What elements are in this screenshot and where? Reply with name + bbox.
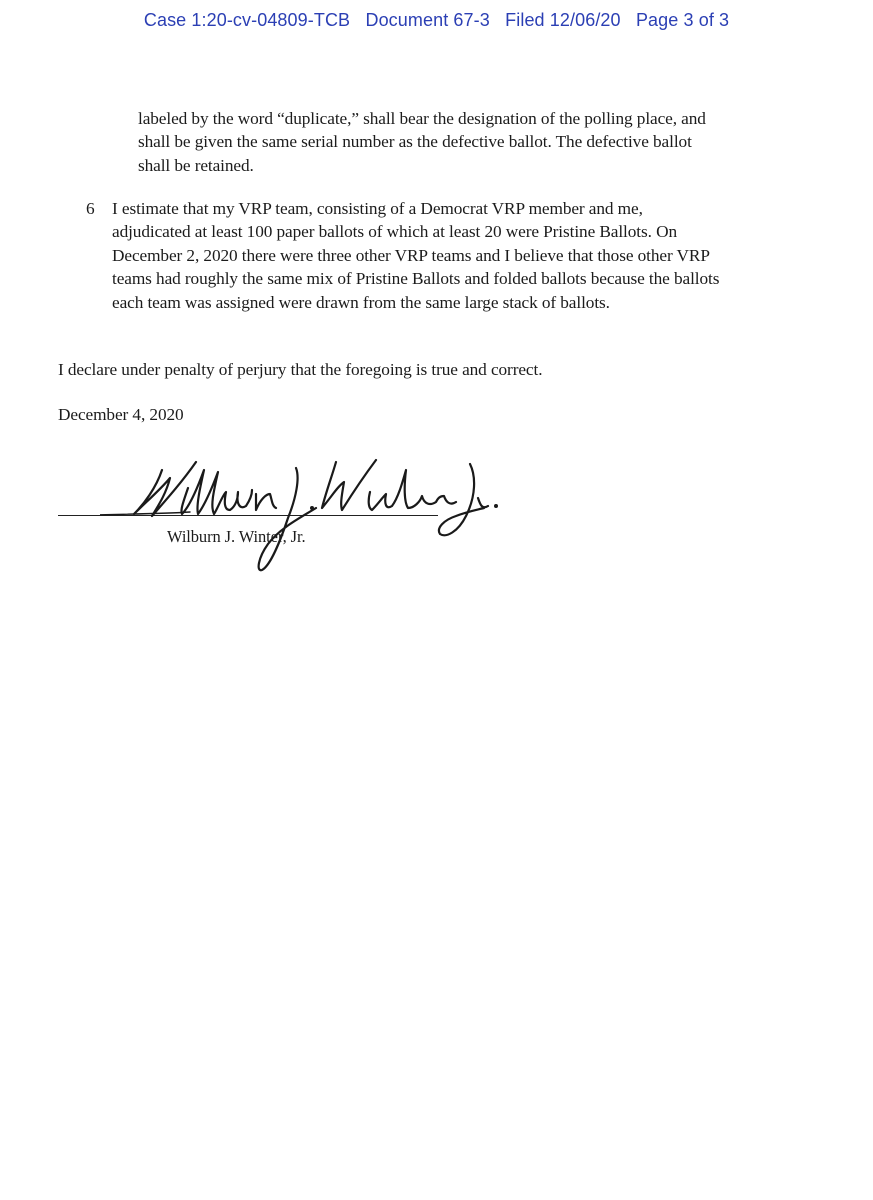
- signer-printed-name: Wilburn J. Winter, Jr.: [167, 527, 306, 546]
- handwritten-signature: [100, 448, 520, 588]
- text-line: teams had roughly the same mix of Pristine Ballots and folded ballots because the ballots: [112, 269, 720, 289]
- text-line: shall be retained.: [138, 155, 254, 175]
- declaration-date: December 4, 2020: [58, 405, 184, 424]
- text-line: shall be given the same serial number as the defective ballot. The defective ballot: [138, 132, 692, 152]
- continued-paragraph: [138, 107, 798, 177]
- numbered-paragraph: [112, 197, 792, 314]
- text-line: December 2, 2020 there were three other VRP teams and I believe that those other VRP: [112, 245, 710, 265]
- text-line: labeled by the word “duplicate,” shall bear the designation of the polling place, and: [138, 109, 706, 128]
- document-number: Document 67-3: [365, 10, 490, 30]
- text-line: adjudicated at least 100 paper ballots of which at least 20 were Pristine Ballots. On: [112, 222, 677, 242]
- page-indicator: Page 3 of 3: [635, 10, 730, 30]
- ecf-filing-header: [0, 10, 873, 31]
- declaration-statement: I declare under penalty of perjury that the foregoing is true and correct.: [58, 360, 543, 379]
- text-line: I estimate that my VRP team, consisting of a Democrat VRP member and me,: [112, 199, 643, 218]
- text-line: each team was assigned were drawn from the same large stack of ballots.: [112, 292, 610, 312]
- filed-date: Filed 12/06/20: [505, 10, 621, 30]
- paragraph-number: 6: [86, 199, 95, 218]
- case-number: Case 1:20-cv-04809-TCB: [143, 10, 351, 30]
